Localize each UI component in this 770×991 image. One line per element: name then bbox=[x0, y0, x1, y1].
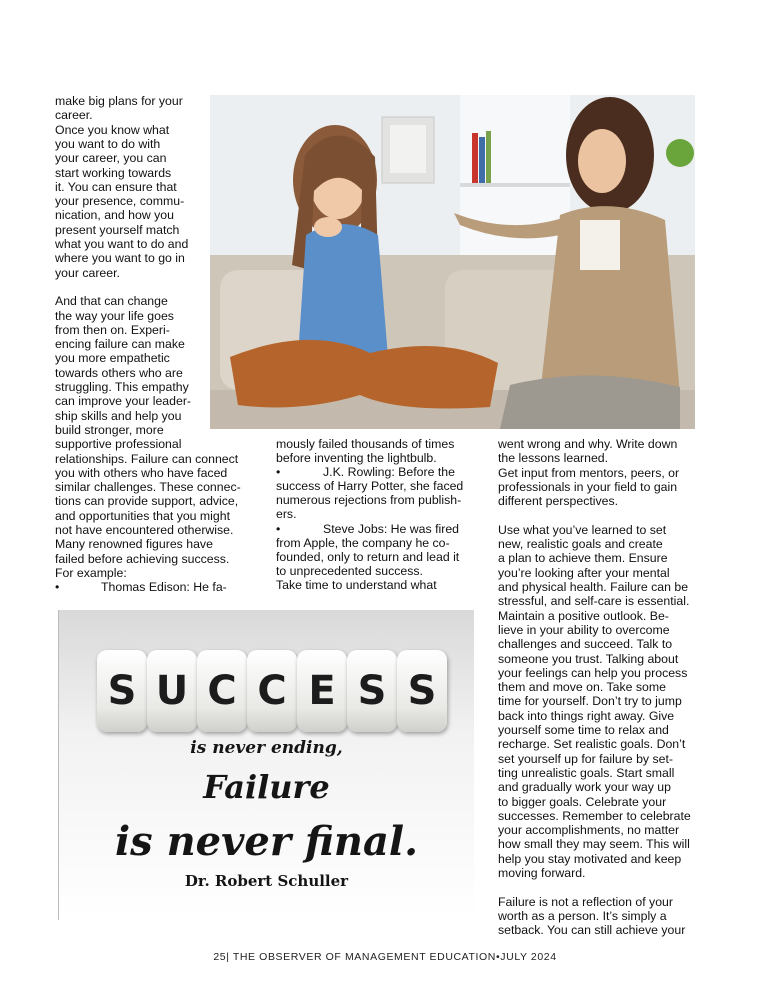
col3-line: different perspectives. bbox=[498, 494, 619, 509]
col1-line: your career. bbox=[55, 265, 120, 280]
col3-line: Get input from mentors, peers, or bbox=[498, 465, 680, 480]
col3-line: the lessons learned. bbox=[498, 451, 609, 466]
bullet-symbol: • bbox=[55, 580, 60, 595]
col3-line: how small they may seem. This will bbox=[498, 837, 690, 852]
col3-line: your accomplishments, no matter bbox=[498, 823, 680, 838]
col3-line: to bigger goals. Celebrate your bbox=[498, 794, 667, 809]
letter-cube: C bbox=[197, 650, 247, 732]
col3-line: Use what you’ve learned to set bbox=[498, 522, 667, 537]
col3-line: help you stay motivated and keep bbox=[498, 851, 682, 866]
photo-illustration bbox=[210, 95, 695, 429]
bullet-rowling-line: numerous rejections from publish- bbox=[276, 493, 462, 507]
col1-line: Many renowned figures have bbox=[55, 537, 213, 552]
col1-line: failed before achieving success. bbox=[55, 551, 230, 566]
col1-line: struggling. This empathy bbox=[55, 380, 189, 394]
col3-line: time for yourself. Don’t try to jump bbox=[498, 694, 682, 709]
col3-line: lieve in your ability to overcome bbox=[498, 622, 670, 637]
col1-line: similar challenges. These connec- bbox=[55, 480, 241, 495]
col1-line: encing failure can make bbox=[55, 337, 185, 352]
col1-line: not have encountered otherwise. bbox=[55, 523, 234, 537]
quote-line-1: is never ending, bbox=[190, 738, 343, 758]
col1-line: the way your life goes bbox=[55, 308, 174, 323]
footer-separator: • bbox=[496, 951, 501, 963]
col1-line: make big plans for your bbox=[55, 94, 183, 108]
quote-author: Dr. Robert Schuller bbox=[184, 872, 349, 890]
col1-line: For example: bbox=[55, 565, 127, 580]
col3-line: setback. You can still achieve your bbox=[498, 923, 686, 938]
col1-line: career. bbox=[55, 108, 93, 123]
col1-line: you with others who have faced bbox=[55, 465, 228, 480]
success-quote-image bbox=[58, 610, 474, 920]
col1-line: and opportunities that you might bbox=[55, 508, 231, 523]
col3-line: went wrong and why. Write down bbox=[498, 437, 678, 451]
col3-line: and gradually work your way up bbox=[498, 780, 671, 795]
letter-cube: E bbox=[297, 650, 347, 732]
col3-line: a plan to achieve them. Ensure bbox=[498, 551, 668, 566]
bullet-rowling-line: success of Harry Potter, she faced bbox=[276, 479, 464, 493]
col2-line: mously failed thousands of times bbox=[276, 437, 455, 451]
col1-line: present yourself match bbox=[55, 222, 180, 237]
col1-line: you more empathetic bbox=[55, 351, 170, 366]
col3-line: Maintain a positive outlook. Be- bbox=[498, 608, 669, 623]
letter-cube: U bbox=[147, 650, 197, 732]
col3-line: successes. Remember to celebrate bbox=[498, 808, 691, 823]
col3-line: back into things right away. Give bbox=[498, 708, 675, 723]
col3-line: professionals in your field to gain bbox=[498, 479, 678, 494]
col3-line: them and move on. Take some bbox=[498, 680, 666, 695]
issue-date: JULY 2024 bbox=[500, 951, 557, 963]
col2-line: before inventing the lightbulb. bbox=[276, 451, 437, 465]
col1-line: relationships. Failure can connect bbox=[55, 451, 239, 466]
footer-divider: | bbox=[226, 951, 233, 963]
col1-line: ship skills and help you bbox=[55, 408, 182, 423]
quote-line-2: Failure bbox=[203, 768, 330, 806]
col3-line: worth as a person. It’s simply a bbox=[498, 908, 667, 923]
col1-line: can improve your leader- bbox=[55, 394, 192, 409]
col1-line: start working towards bbox=[55, 165, 172, 180]
page-number: 25 bbox=[213, 951, 227, 963]
col1-line: it. You can ensure that bbox=[55, 179, 177, 194]
col1-line: your career, you can bbox=[55, 151, 167, 166]
col3-line: someone you trust. Talking about bbox=[498, 651, 679, 666]
letter-cube: C bbox=[247, 650, 297, 732]
bullet-rowling-line: J.K. Rowling: Before the bbox=[323, 465, 455, 479]
bullet-edison-line: Thomas Edison: He fa- bbox=[101, 580, 227, 595]
col3-line: Failure is not a reflection of your bbox=[498, 894, 673, 909]
col1-line: from then on. Experi- bbox=[55, 322, 170, 337]
col3-line: you’re looking after your mental bbox=[498, 565, 670, 580]
quote-line-3: is never final. bbox=[114, 818, 419, 865]
col3-line: recharge. Set realistic goals. Don’t bbox=[498, 737, 686, 752]
letter-cube: S bbox=[97, 650, 147, 732]
publication-name: THE OBSERVER OF MANAGEMENT EDUCATION bbox=[232, 951, 496, 963]
col1-line: And that can change bbox=[55, 294, 168, 309]
photo-women-on-couch bbox=[210, 95, 695, 429]
col3-line: new, realistic goals and create bbox=[498, 537, 663, 552]
col3-line: set yourself up for failure by set- bbox=[498, 751, 673, 766]
col1-line: build stronger, more bbox=[55, 422, 164, 437]
bullet-symbol: • bbox=[276, 465, 281, 479]
col2-closing-line: Take time to understand what bbox=[276, 578, 437, 592]
letter-cube: S bbox=[347, 650, 397, 732]
col1-line: you want to do with bbox=[55, 136, 161, 151]
col1-line: towards others who are bbox=[55, 365, 183, 380]
col1-line: nication, and how you bbox=[55, 208, 174, 223]
bullet-jobs-line: from Apple, the company he co- bbox=[276, 536, 450, 550]
col1-line: tions can provide support, advice, bbox=[55, 494, 239, 509]
col3-line: your feelings can help you process bbox=[498, 665, 688, 680]
bullet-jobs-line: founded, only to return and lead it bbox=[276, 550, 460, 564]
bullet-jobs-line: to unprecedented success. bbox=[276, 564, 423, 578]
col1-line: supportive professional bbox=[55, 437, 182, 452]
col1-line: where you want to go in bbox=[55, 251, 185, 266]
bullet-jobs-line: Steve Jobs: He was fired bbox=[323, 522, 460, 536]
col3-line: stressful, and self-care is essential. bbox=[498, 594, 690, 609]
col1-line: Once you know what bbox=[55, 122, 170, 137]
col3-line: yourself some time to relax and bbox=[498, 723, 669, 737]
bullet-symbol: • bbox=[276, 522, 281, 536]
col3-line: and physical health. Failure can be bbox=[498, 580, 689, 594]
bullet-rowling-line: ers. bbox=[276, 507, 297, 521]
letter-cube: S bbox=[397, 650, 447, 732]
page-footer bbox=[0, 951, 770, 963]
col1-line: your presence, commu- bbox=[55, 194, 185, 209]
col3-line: moving forward. bbox=[498, 866, 586, 880]
col3-line: ting unrealistic goals. Start small bbox=[498, 765, 675, 780]
col3-line: challenges and succeed. Talk to bbox=[498, 637, 673, 652]
col1-line: what you want to do and bbox=[55, 237, 189, 251]
